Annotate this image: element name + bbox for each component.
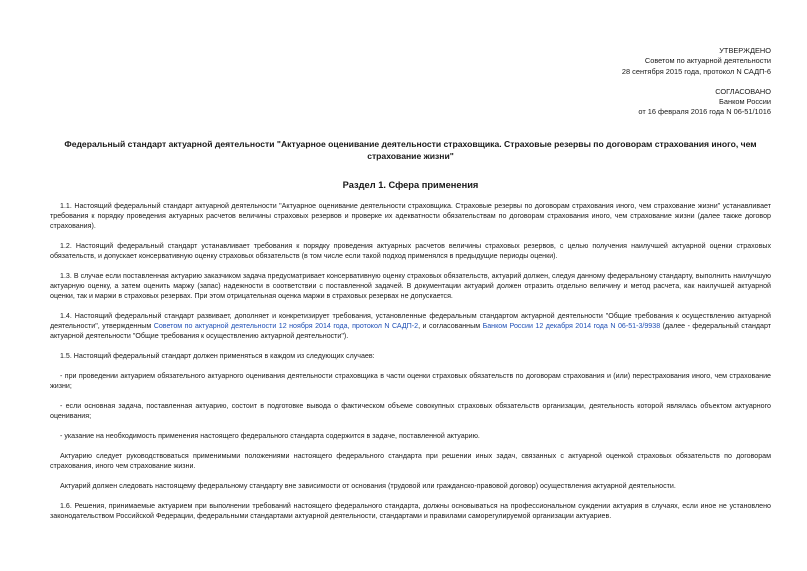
document-title: Федеральный стандарт актуарной деятельности "Актуарное оценивание деятельности страховщика. Страховые резервы по договорам страхования иного, чем страхование жизни" [64,139,757,161]
paragraph-other-tasks: Актуарию следует руководствоваться применимыми положениями настоящего федерального стандарта при решении иных задач, связанных с актуарной оценкой страховых обязательств по договорам страхования, иного чем страхование жизни. [50,451,771,470]
paragraph-1-1: 1.1. Настоящий федеральный стандарт актуарной деятельности "Актуарное оценивание деятельности страховщика. Страховые резервы по договорам страхования иного, чем страхование жизни" устанавливает требования к порядку проведения актуарных расчетов величины страховых резервов и проверке их адекватности обязательствам по договорам страхования иного, чем страхование жизни (далее также договор страхования). [50,202,771,230]
approval-block [622,46,771,118]
approved-by: Советом по актуарной деятельности [644,56,771,66]
paragraph-1-4 [50,312,771,342]
paragraph-basis: Актуарий должен следовать настоящему федеральному стандарту вне зависимости от основания (трудовой или гражданско-правовой договор) осуществления актуарной деятельности. [60,481,676,490]
paragraph-1-5: 1.5. Настоящий федеральный стандарт должен применяться в каждом из следующих случаев: [60,351,375,360]
paragraph-1-4-text-a: 1.4. Настоящий федеральный стандарт развивает, дополняет и конкретизирует требования, установленные федеральным стандартом актуарной деятельности "Общие требования к осуществлению актуарной деятельности", утвержденным [50,311,771,330]
agreed-by: Банком России [719,97,771,107]
bank-of-russia-link[interactable]: Банком России 12 декабря 2014 года N 06-51-3/9938 [482,321,661,330]
paragraph-1-4-text-c: (далее - федеральный стандарт актуарной деятельности "Общие требования к осуществлению актуарной деятельности"). [50,321,772,340]
agreed-label: СОГЛАСОВАНО [715,86,771,96]
approved-label: УТВЕРЖДЕНО [719,46,771,55]
list-item-obligatory-assessment: - при проведении актуарием обязательного актуарного оценивания деятельности страховщика в части оценки страховых обязательств по договорам страхования и (или) перестрахования иного, чем страхование жизни; [50,371,771,390]
council-protocol-link[interactable]: Советом по актуарной деятельности 12 ноября 2014 года, протокол N САДП-2 [153,321,419,330]
paragraph-1-6: 1.6. Решения, принимаемые актуарием при выполнении требований настоящего федерального стандарта, должны основываться на профессиональном суждении актуария в случаях, если иное не установлено законодательством Российской Федерации, федеральными стандартами актуарной деятельности, стандартами и правилами саморегулируемой организации актуариев. [50,502,771,520]
list-item-task-indication: - указание на необходимость применения настоящего федерального стандарта содержится в задаче, поставленной актуарию. [60,431,480,440]
list-item-main-task: - если основная задача, поставленная актуарию, состоит в подготовке вывода о фактическом объеме совокупных страховых обязательств организации, деятельность которой являлась объектом актуарного оценивания; [50,401,771,420]
document-body [50,202,771,532]
agreed-date: от 16 февраля 2016 года N 06-51/1016 [638,107,771,117]
approved-date: 28 сентября 2015 года, протокол N САДП-6 [621,66,771,76]
paragraph-1-3: 1.3. В случае если поставленная актуарию заказчиком задача предусматривает консервативную оценку страховых обязательств, актуарий должен, следуя данному федеральному стандарту, выполнить наилучшую актуарную оценку, а затем оценить маржу (запас) надежности в соответствии с поставленной задачей. В документации актуарий должен отразить отдельно величину и метод расчета, как наилучшей актуарной оценки, так и маржи в страховых резервах. При этом отрицательная оценка маржи в страховых резервах не допускается. [50,271,771,300]
paragraph-1-2: 1.2. Настоящий федеральный стандарт устанавливает требования к порядку проведения актуарных расчетов величины страховых резервов, с целью получения наилучшей актуарной оценки страховых обязательств, и допускает консервативную оценку страховых обязательств (в том числе если такой подход применялся в предыдущие периоды оценки). [50,241,771,260]
section-title: Раздел 1. Сфера применения [342,180,479,190]
paragraph-1-4-text-b: , и согласованным [418,321,483,330]
